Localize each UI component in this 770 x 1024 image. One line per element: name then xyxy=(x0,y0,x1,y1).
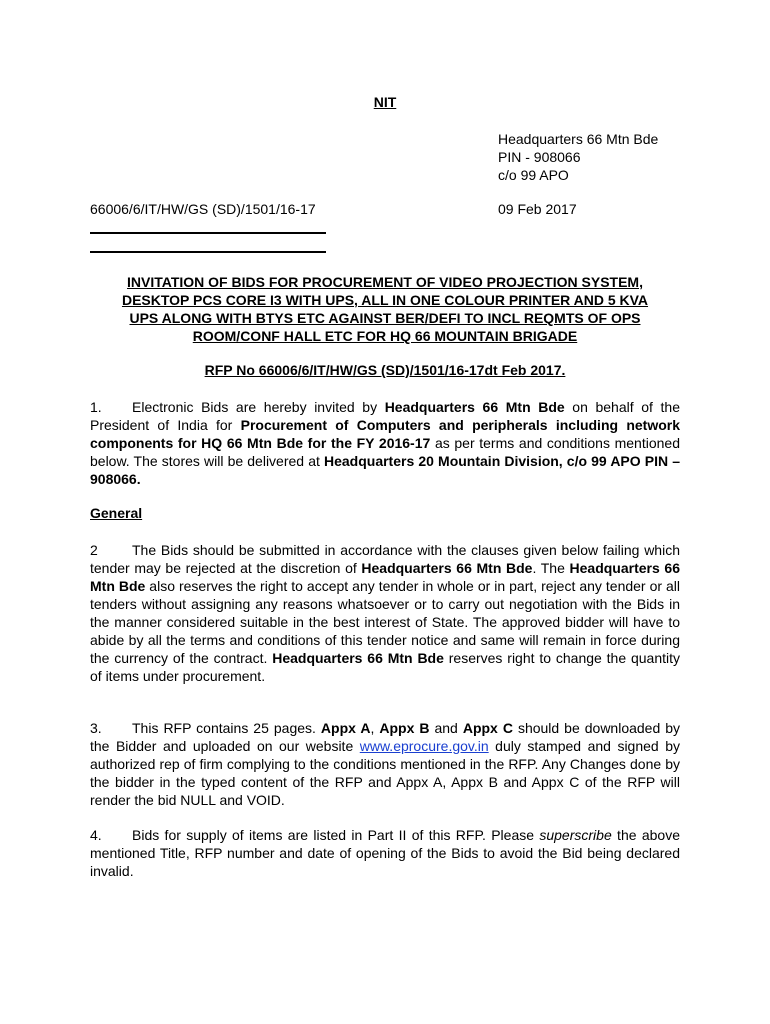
para-number: 1. xyxy=(90,399,102,415)
eprocure-link[interactable]: www.eprocure.gov.in xyxy=(359,738,489,754)
para-number: 4. xyxy=(90,827,102,843)
para-number: 2 xyxy=(90,542,98,558)
title-line: DESKTOP PCS CORE I3 WITH UPS, ALL IN ONE COLOUR PRINTER AND 5 KVA xyxy=(121,292,649,308)
nit-heading: NIT xyxy=(373,94,397,110)
signature-rule xyxy=(90,232,326,234)
address-line: PIN - 908066 xyxy=(498,149,581,165)
rfp-number-line: RFP No 66006/6/IT/HW/GS (SD)/1501/16-17dt Feb 2017. xyxy=(204,362,566,378)
para-number: 3. xyxy=(90,720,102,736)
title-line: ROOM/CONF HALL ETC FOR HQ 66 MOUNTAIN BRIGADE xyxy=(192,328,578,344)
paragraph-1: 1. Electronic Bids are hereby invited by Headquarters 66 Mtn Bde on behalf of the President of India for Procurement of Computers and peripherals including network components for HQ 66 Mtn Bde for the FY 2016-17 as per terms and conditions mentioned below. The stores will be delivered at Headquarters 20 Mountain Division, c/o 99 APO PIN – 908066. xyxy=(90,399,681,487)
reference-number: 66006/6/IT/HW/GS (SD)/1501/16-17 xyxy=(90,201,316,217)
address-line: Headquarters 66 Mtn Bde xyxy=(498,131,659,147)
paragraph-4: 4. Bids for supply of items are listed in Part II of this RFP. Please superscribe the above mentioned Title, RFP number and date of opening of the Bids to avoid the Bid being declared invalid. xyxy=(90,827,680,879)
title-line: UPS ALONG WITH BTYS ETC AGAINST BER/DEFI TO INCL REQMTS OF OPS xyxy=(129,310,641,326)
document-date: 09 Feb 2017 xyxy=(498,201,577,217)
paragraph-3: 3. This RFP contains 25 pages. Appx A, Appx B and Appx C should be downloaded by the Bidder and uploaded on our website www.eprocure.gov.in duly stamped and signed by authorized rep of firm complying to the conditions mentioned in the RFP. Any Changes done by the bidder in the typed content of the RFP and Appx A, Appx B and Appx C of the RFP will render the bid NULL and VOID. xyxy=(90,720,681,808)
address-line: c/o 99 APO xyxy=(498,167,569,183)
paragraph-2: 2 The Bids should be submitted in accordance with the clauses given below failing which tender may be rejected at the discretion of Headquarters 66 Mtn Bde. The Headquarters 66 Mtn Bde also reserves the right to accept any tender in whole or in part, reject any tender or all tenders without assigning any reasons whatsoever or to carry out negotiation with the Bids in the manner considered suitable in the best interest of State. The approved bidder will have to abide by all the terms and conditions of this tender notice and same will remain in force during the currency of the contract. Headquarters 66 Mtn Bde reserves right to change the quantity of items under procurement. xyxy=(90,542,681,684)
general-heading: General xyxy=(90,505,143,521)
sender-address xyxy=(498,130,658,184)
document-title xyxy=(90,273,680,345)
title-line: INVITATION OF BIDS FOR PROCUREMENT OF VIDEO PROJECTION SYSTEM, xyxy=(127,274,643,290)
signature-rule xyxy=(90,251,326,253)
